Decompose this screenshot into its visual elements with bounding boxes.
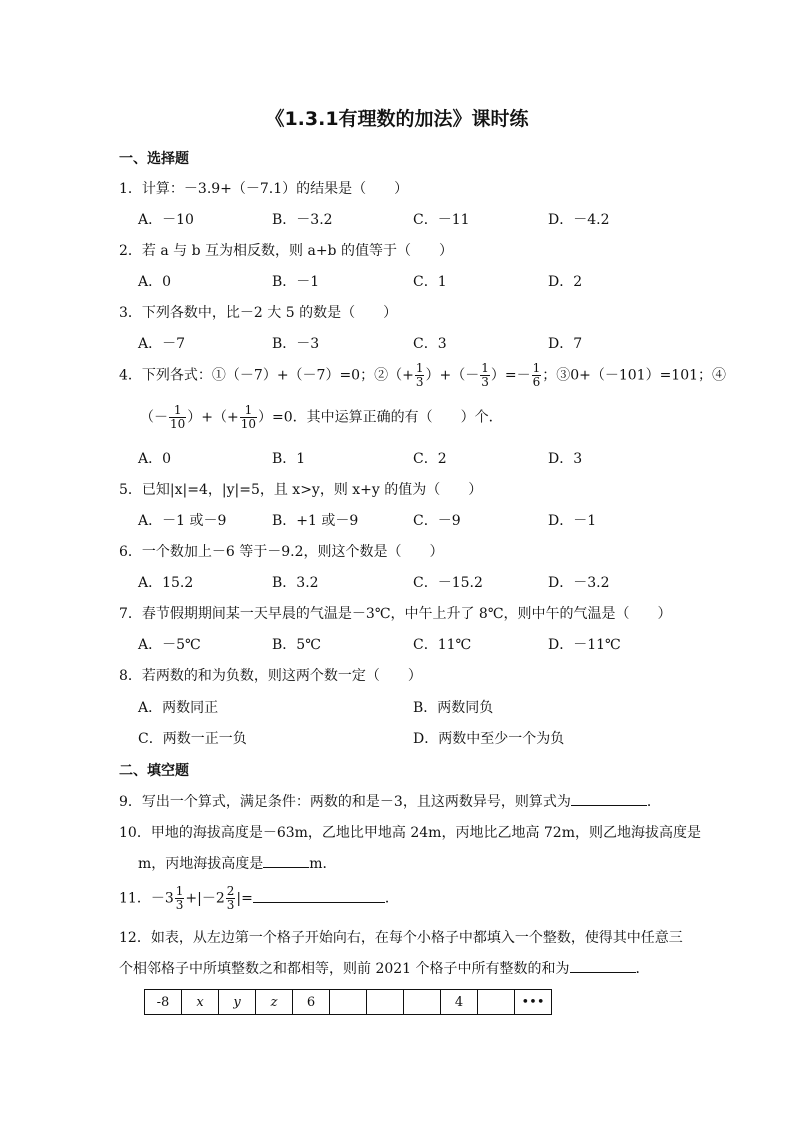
question-12-line-2: 个相邻格子中所填整数之和都相等，则前 2021 个格子中所有整数的和为 ． bbox=[119, 958, 650, 978]
question-6: 6．一个数加上－6 等于－9.2，则这个数是（ ） bbox=[119, 544, 444, 560]
q8-option-c: C．两数一正一负 bbox=[138, 731, 247, 747]
section-choice-heading: 一、选择题 bbox=[119, 151, 189, 167]
q6-option-d: D．－3.2 bbox=[548, 575, 610, 591]
q6-option-b: B．3.2 bbox=[272, 575, 319, 591]
fraction-one-sixth: $\frac{1}{6}$ bbox=[532, 361, 541, 389]
q3-option-b: B．－3 bbox=[272, 336, 320, 352]
question-11: 11．－3 $\frac{1}{3}$ +|－2 $\frac{2}{3}$ |= ． bbox=[119, 884, 399, 912]
fraction-one-third: $\frac{1}{3}$ bbox=[415, 361, 424, 389]
q5-option-d: D．－1 bbox=[548, 513, 597, 529]
q8-option-b: B．两数同负 bbox=[413, 700, 494, 716]
q1-option-d: D．－4.2 bbox=[548, 212, 610, 228]
q4-option-c: C．2 bbox=[413, 451, 447, 467]
page-title: 《1.3.1有理数的加法》课时练 bbox=[265, 108, 529, 130]
question-10-line-2: m，丙地海拔高度是 m． bbox=[138, 853, 337, 873]
question-4-line-2: （－ $\frac{1}{10}$ ）+（+ $\frac{1}{10}$ ）=0．其中运算正确的有（ ）个． bbox=[140, 403, 503, 431]
fraction-one-third: $\frac{1}{3}$ bbox=[175, 884, 184, 912]
grid-cell bbox=[404, 990, 441, 1015]
question-10-line-1: 10．甲地的海拔高度是－63m，乙地比甲地高 24m，丙地比乙地高 72m，则乙地海拔高度是 bbox=[119, 825, 701, 841]
q4-option-a: A．0 bbox=[138, 451, 172, 467]
number-grid bbox=[144, 989, 552, 1015]
q3-option-d: D．7 bbox=[548, 336, 583, 352]
q2-option-d: D．2 bbox=[548, 274, 583, 290]
q1-option-a: A．－10 bbox=[138, 212, 194, 228]
q8-option-d: D．两数中至少一个为负 bbox=[413, 731, 565, 747]
q2-option-b: B．－1 bbox=[272, 274, 320, 290]
q5-option-b: B．+1 或－9 bbox=[272, 513, 359, 529]
fraction-one-third: $\frac{1}{3}$ bbox=[481, 361, 489, 389]
section-fill-heading: 二、填空题 bbox=[119, 763, 189, 779]
q7-option-b: B．5℃ bbox=[272, 637, 321, 653]
q5-option-a: A．－1 或－9 bbox=[138, 513, 227, 529]
question-2: 2．若 a 与 b 互为相反数，则 a+b 的值等于（ ） bbox=[119, 243, 453, 259]
q1-option-b: B．－3.2 bbox=[272, 212, 333, 228]
fraction-one-tenth: $\frac{1}{10}$ bbox=[240, 403, 257, 431]
fraction-one-tenth: $\frac{1}{10}$ bbox=[170, 403, 186, 431]
q3-option-a: A．－7 bbox=[138, 336, 186, 352]
q6-option-c: C．－15.2 bbox=[413, 575, 483, 591]
answer-blank[interactable] bbox=[570, 958, 636, 973]
question-7: 7．春节假期期间某一天早晨的气温是－3℃，中午上升了 8℃，则中午的气温是（ ） bbox=[119, 606, 672, 622]
grid-cell bbox=[367, 990, 404, 1015]
question-1: 1．计算：－3.9+（－7.1）的结果是（ ） bbox=[119, 181, 409, 197]
grid-cell: z bbox=[256, 990, 293, 1015]
q4-option-d: D．3 bbox=[548, 451, 583, 467]
q6-option-a: A．15.2 bbox=[138, 575, 194, 591]
question-3: 3．下列各数中，比－2 大 5 的数是（ ） bbox=[119, 305, 398, 321]
grid-cell-ellipsis: ••• bbox=[515, 990, 552, 1015]
q7-option-c: C．11℃ bbox=[413, 637, 472, 653]
fraction-two-thirds: $\frac{2}{3}$ bbox=[226, 884, 235, 912]
grid-cell: -8 bbox=[145, 990, 182, 1015]
grid-cell: y bbox=[219, 990, 256, 1015]
q5-option-c: C．－9 bbox=[413, 513, 461, 529]
grid-row bbox=[145, 990, 552, 1015]
q3-option-c: C．3 bbox=[413, 336, 447, 352]
grid-cell: x bbox=[182, 990, 219, 1015]
q1-option-c: C．－11 bbox=[413, 212, 470, 228]
q7-option-a: A．－5℃ bbox=[138, 637, 201, 653]
grid-cell: 6 bbox=[293, 990, 330, 1015]
question-8: 8．若两数的和为负数，则这两个数一定（ ） bbox=[119, 668, 422, 684]
q2-option-a: A．0 bbox=[138, 274, 172, 290]
question-5: 5．已知|x|=4，|y|=5，且 x>y，则 x+y 的值为（ ） bbox=[119, 482, 483, 498]
q8-option-a: A．两数同正 bbox=[138, 700, 219, 716]
grid-cell bbox=[330, 990, 367, 1015]
q4-option-b: B．1 bbox=[272, 451, 306, 467]
answer-blank[interactable] bbox=[253, 888, 385, 903]
grid-cell bbox=[478, 990, 515, 1015]
grid-cell: 4 bbox=[441, 990, 478, 1015]
answer-blank[interactable] bbox=[263, 853, 309, 868]
q7-option-d: D．－11℃ bbox=[548, 637, 621, 653]
answer-blank[interactable] bbox=[571, 791, 647, 806]
question-12-line-1: 12．如表，从左边第一个格子开始向右，在每个小格子中都填入一个整数，使得其中任意三 bbox=[119, 930, 683, 946]
question-4-line-1: 4．下列各式：①（－7）+（－7）=0；②（+ $\frac{1}{3}$ ）+（－ $\frac{1}{3}$ ）=－ $\frac{1}{6}$ ；③0+（－101）=101；④ bbox=[119, 361, 727, 389]
question-9: 9．写出一个算式，满足条件：两数的和是－3，且这两数异号，则算式为 ． bbox=[119, 791, 661, 811]
q2-option-c: C．1 bbox=[413, 274, 447, 290]
